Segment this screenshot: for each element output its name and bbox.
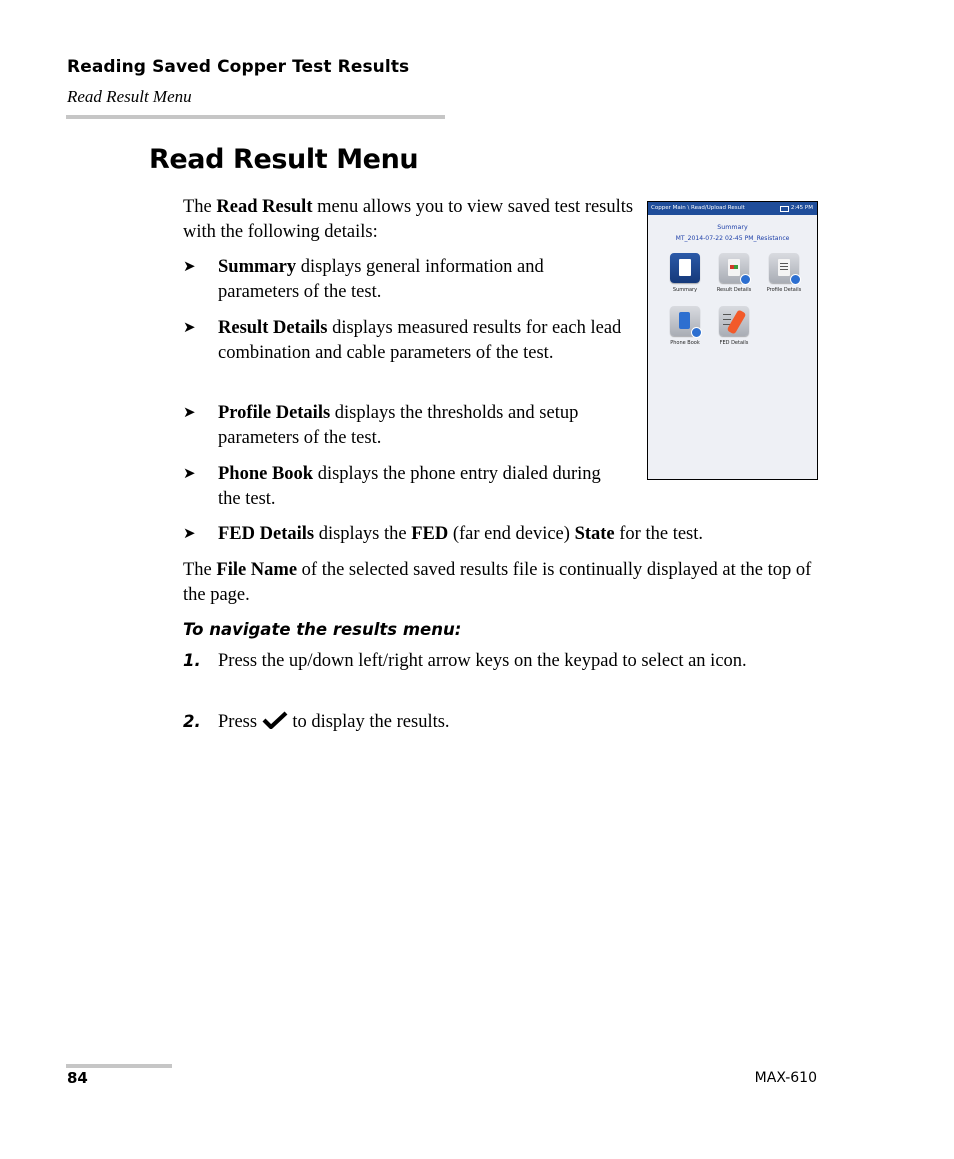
tile-phone-book[interactable] [663, 306, 707, 346]
screenshot-title-bar [648, 202, 817, 215]
read-result-screenshot [647, 201, 818, 480]
tile-label: Result Details [716, 287, 752, 293]
screenshot-filename: MT_2014-07-22 02-45 PM_Resistance [675, 235, 790, 242]
running-header-section: Read Result Menu [67, 87, 192, 106]
tile-fed-details[interactable] [712, 306, 756, 346]
step-number: 2. [183, 712, 201, 731]
tile-label: Profile Details [766, 287, 802, 293]
result-details-icon [719, 253, 749, 283]
page-number: 84 [67, 1069, 88, 1087]
intro-paragraph: The Read Result menu allows you to view saved test results with the following details: [183, 197, 634, 242]
fed-details-icon [719, 306, 749, 336]
bullet-arrow-icon: ➤ [183, 466, 196, 482]
battery-icon [780, 206, 789, 212]
tile-label: Summary [672, 287, 698, 293]
footer-divider [66, 1064, 172, 1068]
product-name: MAX-610 [754, 1070, 817, 1086]
checkmark-key-icon [262, 711, 288, 729]
tile-summary[interactable] [663, 253, 707, 293]
bullet-arrow-icon: ➤ [183, 320, 196, 336]
step-text: Press the up/down left/right arrow keys on the keypad to select an icon. [218, 651, 747, 671]
tile-result-details[interactable] [712, 253, 756, 293]
tile-label: Phone Book [670, 340, 700, 346]
step-number: 1. [183, 651, 201, 670]
profile-details-icon [769, 253, 799, 283]
bullet-arrow-icon: ➤ [183, 405, 196, 421]
header-divider [66, 115, 445, 119]
screenshot-clock: 2:45 PM [790, 205, 813, 211]
tile-label: FED Details [719, 340, 749, 346]
bullet-arrow-icon: ➤ [183, 259, 196, 275]
summary-document-icon [670, 253, 700, 283]
procedure-title: To navigate the results menu: [183, 620, 462, 639]
bullet-arrow-icon: ➤ [183, 526, 196, 542]
filename-paragraph: The File Name of the selected saved results file is continually displayed at the top of the page. [183, 560, 812, 605]
screenshot-heading: Summary [717, 224, 748, 231]
tile-profile-details[interactable] [762, 253, 806, 293]
phone-book-icon [670, 306, 700, 336]
page-heading: Read Result Menu [149, 144, 419, 175]
running-header-chapter: Reading Saved Copper Test Results [67, 57, 410, 77]
screenshot-breadcrumb: Copper Main \ Read/Upload Result [651, 205, 745, 211]
